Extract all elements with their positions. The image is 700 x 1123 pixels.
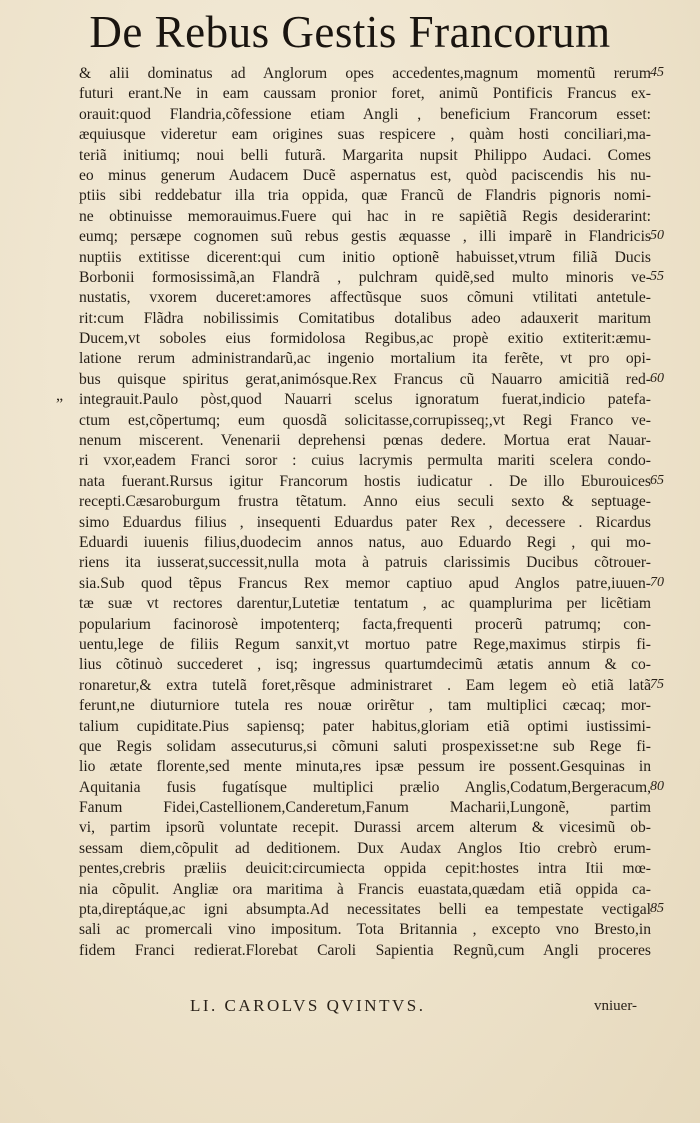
- text-line: teriã initiumq; noui belli futurã. Margarita nupsit Philippo Audaci. Comes: [79, 146, 651, 164]
- text-line: vi, partim ipsorũ voluntate recepit. Durassi arcem alterum & vicesimũ ob-: [79, 819, 651, 837]
- text-line: orauit:quod Flandria,cõfessione etiam Angli , beneficium Francorum esset:: [79, 105, 651, 123]
- text-line: popularium facinorosè impotenterq; facta,frequenti procerũ patrumq; con-: [79, 615, 651, 633]
- text-line: nuptiis extitisse dicerent:qui cum initio optionẽ habuisset,vtrum filiã Ducis: [79, 248, 651, 266]
- text-line: ferunt,ne diuturniore tutela res nouæ orirẽtur , tam multiplici cæcaq; mor-: [79, 697, 651, 715]
- text-line: Fanum Fidei,Castellionem,Canderetum,Fanum Macharii,Lungonẽ, partim: [79, 799, 651, 817]
- text-line: fidem Franci redierat.Florebat Caroli Sapientia Regnũ,cum Angli proceres: [79, 941, 651, 959]
- text-line: sali ac promercali vino impositum. Tota Britannia , excepto vno Bresto,in: [79, 921, 651, 939]
- text-line: ctum est,cõpertumq; eum quosdã solicitasse,corrupisseq;,vt Regi Franco ve-: [79, 411, 651, 429]
- text-line: rit:cum Flãdra nobilissimis Comitatibus dotalibus adeo adauxerit maritum: [79, 309, 651, 327]
- text-line: ptiis sibi reddebatur illa tria oppida, quæ Francũ de Flandris pignoris nomi-: [79, 187, 651, 205]
- text-line: eumq; persæpe cognomen suũ rebus gestis æquasse , illi imparẽ in Flandricis: [79, 228, 651, 246]
- text-line: æquiusque videretur eam origines suas respicere , quàm hosti conciliari,ma-: [79, 126, 651, 144]
- margin-line-number: 65: [650, 473, 664, 488]
- text-line: ri vxor,eadem Franci soror : cuius lacrymis permulta mariti scelera condo-: [79, 452, 651, 470]
- margin-line-number: 75: [650, 677, 664, 692]
- text-line: Borbonii formosissimã,an Flandrã , pulchram quidẽ,sed multo minoris ve-: [79, 268, 651, 286]
- margin-line-number: 85: [650, 901, 664, 917]
- text-line: ne obtinuisse memorauimus.Fuere qui hac in re sapiẽtiã Regis desiderarint:: [79, 207, 651, 225]
- text-line: lius cõtinuò succederet , isq; ingressus quartumdecimũ ætatis annum & co-: [79, 656, 651, 674]
- margin-line-number: 80: [650, 779, 664, 794]
- margin-line-number: 70: [650, 575, 664, 590]
- margin-line-number: 45: [650, 65, 664, 80]
- running-title: De Rebus Gestis Francorum: [89, 7, 611, 57]
- margin-line-number: 50: [650, 228, 664, 244]
- text-line: sessam diem,cõpulit ad deditionem. Dux Audax Anglos Itio crebrò erum-: [79, 839, 651, 857]
- text-line: talium cupiditate.Pius sapiensq; pater habitus,gloriam etiã optimi iustissimi-: [79, 717, 651, 735]
- text-line: nenum miscerent. Venenarii deprehensi pœnas dedere. Mortua erat Nauar-: [79, 432, 651, 450]
- text-line: latione rerum administrandarũ,ac ingenio mortalium ita ferẽte, vt pro opi-: [79, 350, 651, 368]
- text-line: integrauit.Paulo pòst,quod Nauarri scelus ignoratum fuerat,indicio patefa-: [79, 391, 651, 409]
- text-line: nustatis, vxorem duceret:amores affectũsque suos cõmuni vtilitati antetule-: [79, 289, 651, 307]
- text-line: lio ætate florente,sed mente minuta,res ipsæ pessum ire possent.Gesquinas in: [79, 758, 651, 776]
- text-block: [79, 64, 651, 961]
- text-line: & alii dominatus ad Anglorum opes accedentes,magnum momentũ rerum: [79, 65, 651, 82]
- text-line: Ducem,vt soboles eius formidolosa Regibus,ac propè exitio extiterit:æmu-: [79, 330, 651, 348]
- text-line: Aquitania fusis fugatísque multiplici prælio Anglis,Codatum,Bergeracum,: [79, 778, 651, 796]
- text-line: recepti.Cæsaroburgum frustra tẽtatum. Anno eius seculi sexto & septuage-: [79, 493, 651, 511]
- marginal-quote-mark: „: [56, 387, 64, 404]
- text-line: eo minus generum Audacem Ducẽ aspernatus est, quòd paciscendis his nu-: [79, 166, 651, 184]
- text-line: tæ suæ vt rectores darentur,Lutetiæ tentatum , ac quamplurima per licẽtiam: [79, 595, 651, 613]
- text-line: pta,direptáque,ac igni absumpta.Ad necessitates belli ea tempestate vectigal: [79, 901, 651, 919]
- text-line: que Regis solidam assecuturus,si cõmuni saluti prospexisset:ne sub Rege fi-: [79, 737, 651, 755]
- text-line: Eduardi iuuenis filius,duodecim annos natus, auo Eduardo Regi , qui mo-: [79, 533, 651, 551]
- text-line: futuri erant.Ne in eam caussam pronior foret, animũ Pontificis Francus ex-: [79, 85, 651, 103]
- text-line: sia.Sub quod tẽpus Francus Rex memor captiuo apud Anglos patre,iuuen-: [79, 574, 651, 592]
- text-line: riens ita iusserat,successit,nulla mota à patruis clarissimis Ducibus cõtrouer-: [79, 554, 651, 572]
- text-line: nata fuerant.Rursus igitur Francorum hostis iudicatur . De illo Eburouices: [79, 472, 651, 490]
- margin-line-number: 55: [650, 269, 664, 284]
- page-footer: [0, 996, 700, 1020]
- text-line: pentes,crebris præliis deuicit:circumiecta oppida cepit:hostes intra Itii mœ-: [79, 860, 651, 878]
- text-line: nia cõpulit. Angliæ ora maritima à Francis euastata,quædam etiã oppida ca-: [79, 880, 651, 898]
- running-foot: LI. CAROLVS QVINTVS.: [190, 996, 426, 1015]
- text-line: simo Eduardus filius , insequenti Eduardus pater Rex , decessere . Ricardus: [79, 513, 651, 531]
- text-line: uentu,lege de filiis Regum sanxit,vt mortuo patre Rege,maximus stirpis fi-: [79, 635, 651, 653]
- catchword: vniuer-: [594, 998, 638, 1014]
- text-line: ronaretur,& extra tutelã foret,rẽsque administraret . Eam legem eò etiã latã: [79, 676, 651, 694]
- text-line: bus quisque spiritus gerat,animósque.Rex Francus cũ Nauarro amicitiã red-: [79, 370, 651, 388]
- margin-line-number: 60: [650, 371, 664, 386]
